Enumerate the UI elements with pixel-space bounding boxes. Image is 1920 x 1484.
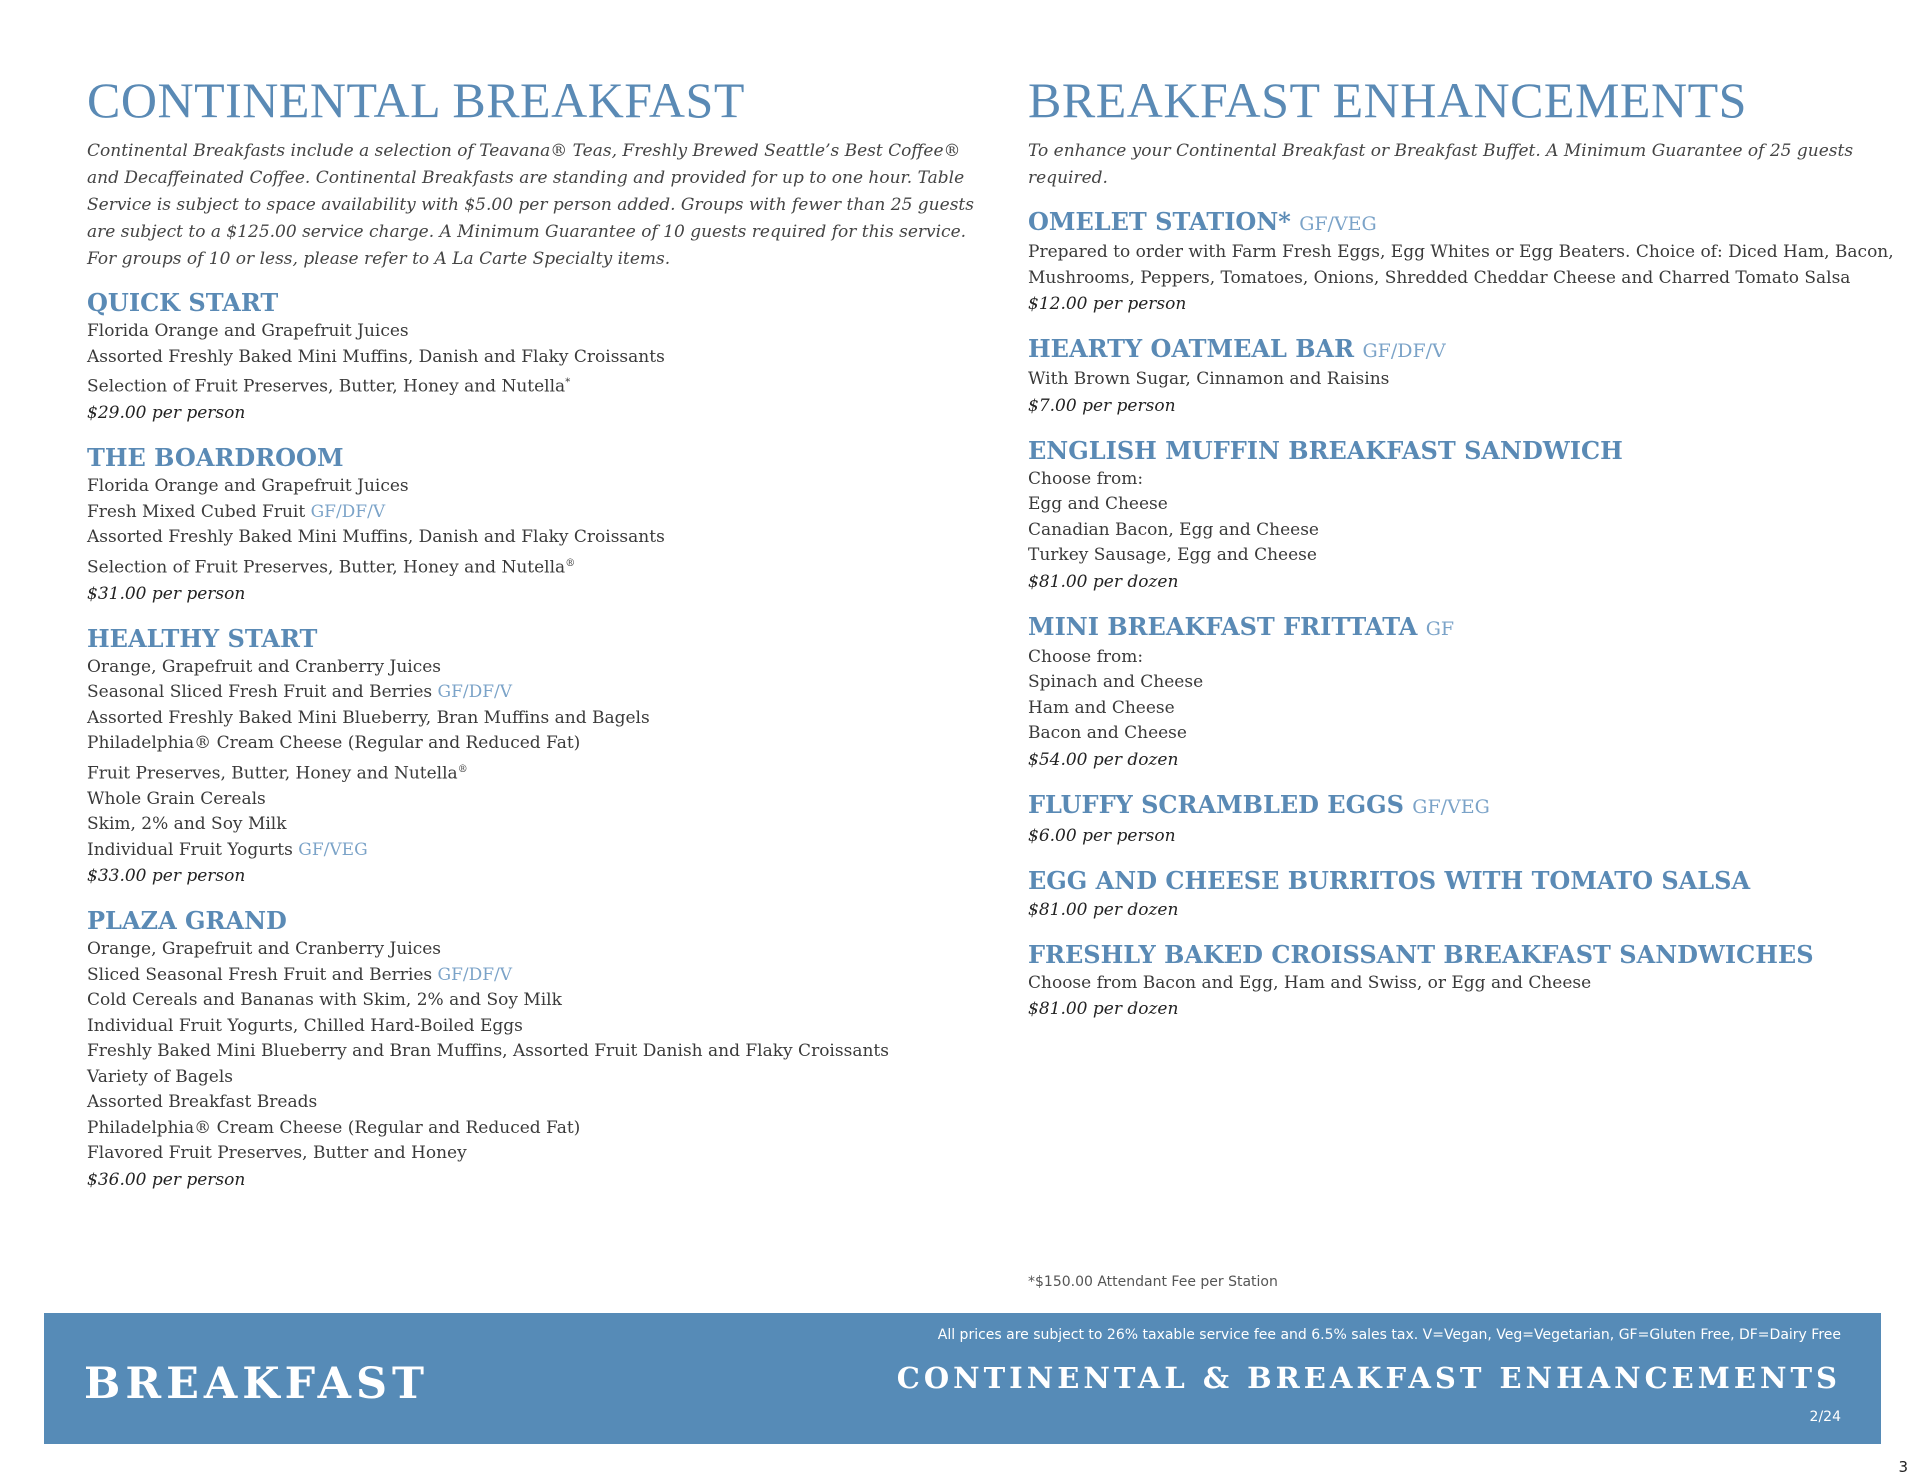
menu-item-text: Fruit Preserves, Butter, Honey and Nutella [87,763,458,784]
menu-section [87,905,987,1193]
section-title-text: THE BOARDROOM [87,443,344,473]
menu-section [1028,865,1898,923]
continental-sections [87,287,987,1193]
attendant-fee-footnote: *$150.00 Attendant Fee per Station [1028,1274,1278,1290]
menu-item [87,706,987,732]
menu-section [1028,939,1898,1023]
menu-item [87,1014,987,1040]
section-title-text: MINI BREAKFAST FRITTATA [1028,611,1418,641]
menu-item [87,731,987,757]
menu-item-text: Orange, Grapefruit and Cranberry Juices [87,656,442,677]
menu-item [87,757,987,787]
dietary-tag: GF/VEG [1412,795,1490,818]
footer-brand: BREAKFAST [84,1359,430,1409]
menu-item [87,370,987,400]
menu-item [1028,721,1898,747]
menu-item-text: Philadelphia® Cream Cheese (Regular and Reduced Fat) [87,733,581,754]
section-title-text: OMELET STATION* [1028,207,1291,236]
menu-item [87,474,987,500]
section-title [1028,333,1898,367]
menu-section [1028,206,1898,317]
section-title [87,442,987,474]
price: $54.00 per dozen [1028,749,1179,770]
menu-section [1028,611,1898,773]
price: $81.00 per dozen [1028,571,1179,592]
dietary-tag: GF/DF/V [1362,340,1446,362]
enhancement-sections [1028,206,1898,1022]
menu-item [1028,518,1898,544]
dietary-tag: GF/DF/V [437,682,513,703]
menu-item [87,345,987,371]
menu-item-text: Assorted Freshly Baked Mini Blueberry, Bran Muffins and Bagels [87,707,650,728]
section-title-text: HEARTY OATMEAL BAR [1028,334,1355,363]
menu-item-text: Philadelphia® Cream Cheese (Regular and Reduced Fat) [87,1117,581,1138]
menu-item-text: With Brown Sugar, Cinnamon and Raisins [1028,369,1390,389]
enhancements-intro: To enhance your Continental Breakfast or Breakfast Buffet. A Minimum Guarantee of 25 guests required. [1028,141,1854,188]
price: $81.00 per dozen [1028,999,1179,1019]
section-title [1028,611,1898,645]
menu-item [87,988,987,1014]
menu-item [87,1065,987,1091]
menu-item-text: Flavored Fruit Preserves, Butter and Honey [87,1143,467,1164]
menu-item [87,1039,987,1065]
menu-item [87,655,987,681]
menu-item [1028,696,1898,722]
menu-section [1028,789,1898,849]
menu-item-text: Seasonal Sliced Fresh Fruit and Berries [87,682,438,703]
footer-subtitle: CONTINENTAL & BREAKFAST ENHANCEMENTS [896,1361,1841,1395]
dietary-tag: GF/DF/V [310,501,386,522]
menu-item [87,319,987,345]
continental-breakfast-column [87,72,987,1209]
menu-item-text: Assorted Freshly Baked Mini Muffins, Danish and Flaky Croissants [87,346,665,367]
section-title [1028,435,1898,467]
menu-item-text: Spinach and Cheese [1028,672,1204,692]
section-title [87,905,987,937]
menu-section [87,623,987,890]
menu-item [87,787,987,813]
menu-item-text: Freshly Baked Mini Blueberry and Bran Muffins, Assorted Fruit Danish and Flaky Croissants [87,1041,889,1062]
menu-section [87,287,987,426]
menu-item-text: Whole Grain Cereals [87,788,266,809]
price: $7.00 per person [1028,395,1176,416]
footer-banner [44,1313,1881,1444]
section-title-text: HEALTHY START [87,623,318,653]
trademark-mark: * [565,377,571,388]
section-title-text: EGG AND CHEESE BURRITOS WITH TOMATO SALSA [1028,865,1751,895]
section-title [1028,865,1898,897]
menu-item-text: Orange, Grapefruit and Cranberry Juices [87,939,442,960]
menu-item-text: Individual Fruit Yogurts, Chilled Hard-Boiled Eggs [87,1015,523,1036]
continental-intro: Continental Breakfasts include a selection of Teavana® Teas, Freshly Brewed Seattle’s Best Coffee® and Decaffeinated Coffee. Continental Breakfasts are standing and provided for up to one hour. Table Service is subject to space availability with $5.00 per person added. Groups with fewer than 25 guests are subject to a $125.00 service charge. A Minimum Guarantee of 10 guests required for this service. For groups of 10 or less, please refer to A La Carte Specialty items. [87,141,974,269]
dietary-tag: GF/DF/V [437,964,513,985]
trademark-mark: ® [457,763,468,775]
price: $31.00 per person [87,583,246,604]
menu-item-text: Florida Orange and Grapefruit Juices [87,321,409,341]
price: $36.00 per person [87,1169,246,1190]
section-title [87,287,987,319]
menu-item-text: Individual Fruit Yogurts [87,839,299,860]
menu-item [1028,543,1898,569]
menu-item-text: Cold Cereals and Bananas with Skim, 2% and Soy Milk [87,990,562,1011]
menu-item-text: Assorted Breakfast Breads [87,1092,318,1113]
menu-item-text: Fresh Mixed Cubed Fruit [87,501,311,522]
menu-item-text: Florida Orange and Grapefruit Juices [87,476,409,497]
menu-item-text: Egg and Cheese [1028,494,1168,514]
breakfast-enhancements-column [1028,72,1898,1038]
menu-item [87,1090,987,1116]
menu-item [1028,492,1898,518]
menu-item [87,500,987,526]
section-title-text: QUICK START [87,288,279,317]
menu-item [87,838,987,864]
menu-section [87,442,987,607]
menu-item-text: Assorted Freshly Baked Mini Muffins, Danish and Flaky Croissants [87,527,665,548]
page-title-enhancements: BREAKFAST ENHANCEMENTS [1028,72,1747,128]
menu-item-text: Choose from Bacon and Egg, Ham and Swiss, or Egg and Cheese [1028,972,1592,993]
menu-section [1028,333,1898,419]
menu-item-text: Prepared to order with Farm Fresh Eggs, Egg Whites or Egg Beaters. Choice of: Diced Ham, Bacon, Mushrooms, Peppers, Tomatoes, Onions, Shredded Cheddar Cheese and Charred Tomato Salsa [1028,242,1894,288]
section-title-text: PLAZA GRAND [87,906,287,936]
page-title-continental: CONTINENTAL BREAKFAST [87,72,745,128]
section-title [1028,789,1898,823]
dietary-tag: GF/VEG [1299,213,1377,235]
menu-item [1028,467,1898,493]
section-title [1028,939,1898,971]
footer-date: 2/24 [1809,1409,1841,1425]
section-title-text: FLUFFY SCRAMBLED EGGS [1028,789,1404,819]
price: $12.00 per person [1028,294,1187,314]
menu-item [1028,670,1898,696]
trademark-mark: ® [565,557,576,569]
page-number: 3 [1898,1458,1908,1476]
menu-item [87,963,987,989]
menu-item [1028,240,1898,291]
menu-item [87,937,987,963]
menu-item [1028,971,1898,997]
section-title [87,623,987,655]
section-title-text: ENGLISH MUFFIN BREAKFAST SANDWICH [1028,435,1623,465]
dietary-tag: GF/VEG [298,839,368,860]
menu-item [1028,367,1898,393]
price: $29.00 per person [87,403,246,424]
price: $6.00 per person [1028,825,1176,846]
menu-item-text: Selection of Fruit Preserves, Butter, Honey and Nutella [87,376,566,397]
menu-section [1028,435,1898,595]
menu-item [87,1116,987,1142]
price: $81.00 per dozen [1028,899,1179,920]
dietary-tag: GF [1425,617,1455,640]
menu-item [87,551,987,581]
menu-item-text: Bacon and Cheese [1028,723,1187,743]
menu-item [87,680,987,706]
menu-item [87,1141,987,1167]
menu-item-text: Choose from: [1028,468,1144,489]
section-title [1028,206,1898,240]
menu-item-text: Ham and Cheese [1028,697,1175,718]
menu-item-text: Turkey Sausage, Egg and Cheese [1028,545,1317,565]
menu-item [87,812,987,838]
section-title-text: FRESHLY BAKED CROISSANT BREAKFAST SANDWICHES [1028,939,1814,969]
menu-item-text: Canadian Bacon, Egg and Cheese [1028,519,1319,540]
menu-item-text: Skim, 2% and Soy Milk [87,814,287,835]
menu-item-text: Sliced Seasonal Fresh Fruit and Berries [87,964,438,985]
menu-item-text: Variety of Bagels [87,1066,233,1087]
menu-item-text: Selection of Fruit Preserves, Butter, Honey and Nutella [87,557,566,578]
menu-item [1028,645,1898,671]
menu-item [87,525,987,551]
menu-item-text: Choose from: [1028,646,1144,667]
footer-tax-note: All prices are subject to 26% taxable service fee and 6.5% sales tax. V=Vegan, Veg=Vegetarian, GF=Gluten Free, DF=Dairy Free [937,1327,1841,1343]
price: $33.00 per person [87,866,246,887]
